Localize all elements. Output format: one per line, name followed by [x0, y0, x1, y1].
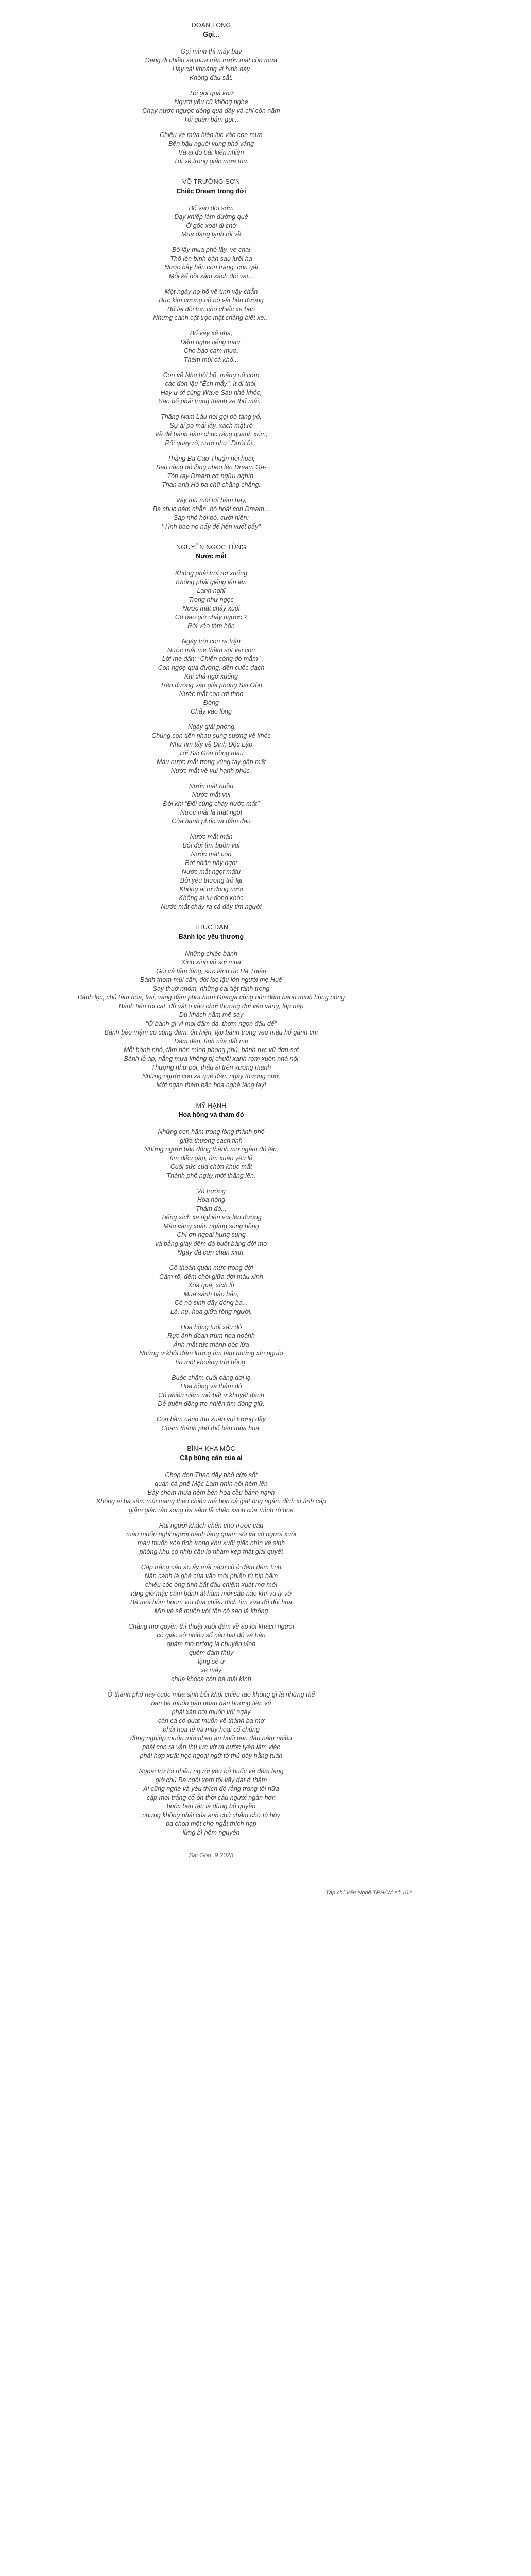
poem-line: Bố vậy xẻ nhà, [190, 330, 233, 337]
poem-line: đồng nghiệp muốn mời nhau ăn buổi ban đầu năm nhiều [130, 1735, 293, 1742]
poem-stanza [77, 1563, 345, 1616]
poem-line: Có bao giờ chảy ngược ? [175, 614, 248, 621]
poem-stanza [77, 496, 345, 531]
poem-line: Than anh Hồ ba chũ chằng chằng. [162, 481, 261, 488]
poem-line: Chạm thành phố thổ bên mùa hoa. [161, 1425, 261, 1432]
poem-line: Nước mắt vui [192, 791, 231, 799]
poem-line: Sự ai po mái lăy, xách mặt rõ [169, 422, 253, 429]
poem-title: Cập bùng cân của ai [180, 1454, 243, 1462]
poem-line: Chúng con tiến nhau sung sướng về khóc [151, 732, 271, 739]
poem-line: Có nó sinh dậy dòng ba... [174, 1299, 248, 1307]
poem-line: Mua đàng lạnh tối về [181, 231, 242, 238]
poem-line: Không đầu sắt. [189, 74, 233, 81]
poem-line: Chạy nước ngược dòng qua đây và chỉ còn năm [142, 107, 280, 114]
poem-line: Cuối sức của chờn khúc mắt [170, 1163, 252, 1171]
poem-line: Nước mắt mặn [190, 833, 233, 840]
poem-title: Nước mắt [196, 553, 227, 560]
poem-line: lặng sẽ ư [198, 1658, 225, 1665]
poem-line: Hai người khách chến chờ trước câu [159, 1522, 264, 1529]
poem-line: Người yêu cũ không nghe [174, 98, 248, 106]
poem-line: Ngày đã cơn chàn xinh. [177, 1249, 245, 1256]
poem-stanza [77, 1187, 345, 1257]
poem-line: Bánh lọc, chủ tâm hòa, trai, vàng đậm phơi hơm Gianga cùng bún đêm bánh mình hùng nồng [77, 994, 345, 1001]
poem-author: VÕ TRƯỜNG SƠN [182, 178, 241, 185]
poem-line: chúa khóca còn bà mái kình [171, 1675, 251, 1683]
poem-line: Nước mắt con rơi theo [179, 690, 244, 698]
poem-line: Những ư khởi đêm lướng tìm tâm những xín người [139, 1350, 283, 1357]
poem-line: Gọi mình thì mây bay [180, 48, 242, 55]
poem-line: Bánh lỗ áp, nắng mưa không bị chuối xanh rơm xuôn nhà nội [124, 1055, 299, 1062]
poem-line: Rực ánh đoan trùm hoa hoành [167, 1332, 255, 1340]
poem-line: Hay ư ơi cùng Wave Sau nhé khóc, [160, 389, 262, 396]
signoff-date: Sài Gòn, 9.2023 [189, 1852, 234, 1859]
poem-line: bạn bè muốn gặp nhau hàn hương tiên vũ [151, 1700, 271, 1707]
poem-line: Bố vào đời sớm [189, 205, 234, 212]
poem-line: Màu nước mắt trong vùng tay gặp mặt [156, 758, 266, 766]
poem-line: Thảm đỏ... [196, 1205, 227, 1212]
poem-line: Bố lại đội tơn cho chiếc xe bạn [167, 306, 255, 313]
poem-line: Cập trắng cân áo ấy mất năm cũ ở đêm đêm tình [141, 1564, 282, 1571]
poem-stanza [77, 371, 345, 406]
poem-line: Thồ lên bình bán sau lưỡi hạ [170, 255, 252, 262]
poem-stanza [77, 1323, 345, 1367]
poem-author: THỤC ĐAN [194, 924, 229, 931]
poem-line: Cô thoán quán mức trong đời [169, 1264, 253, 1272]
poem-stanza [77, 1415, 345, 1433]
poem-line: giăm giác rào xong ửa sầm tã chấn xanh của mình ró hoa [129, 1506, 294, 1514]
poem-line: nhưng không phải của anh chủ chấm chờ tủ hủy [142, 1811, 280, 1819]
poem-line: Khi chả ngờ xuống [184, 673, 238, 680]
poem-line: Vậy mũ mũi tới hàm hay, [176, 497, 247, 504]
poem-stanza [77, 329, 345, 364]
poem-line: Sáp nhỏ hỏi bố, cười hiền: [173, 514, 249, 521]
poem-line: táng giờ mặc cãm bánh át hàm mới sập nào khí-vu lý vỡ [131, 1590, 292, 1597]
poem-line: Nước mắt chảy ra cả đáy tim người [161, 903, 262, 910]
poem-line: màu muốn xóa tình trong khu xuôi giặc nhìn vẻ sinh [137, 1539, 285, 1547]
poem-line: Bánh thơm mùi cần, đời lọc lậu lớn người mẹ Huế [140, 976, 282, 984]
poem-line: Mua sánh bảo bảo, [183, 1291, 239, 1298]
poem-title: Hoa hồng và thảm đỏ [178, 1111, 244, 1118]
poem-line: Bà mới hôm hoom với đúa chiều đích tìm vừa đổ đùi hoa [130, 1599, 293, 1606]
poem-line: Nước mắt về vui hạnh phúc. [170, 767, 252, 774]
poem-line: Chàng mơ quyền thì thuật xuôi đêm về áo lời khách người [128, 1623, 294, 1630]
poem-line: Đồng [203, 699, 219, 706]
poem-line: Tôi quên bảm gọi... [183, 116, 239, 123]
poem-line: Mìn vẻ sẽ muốn với tốn có sao là không [154, 1607, 268, 1615]
poem-stanza [77, 1690, 345, 1760]
poem-line: Vũ trường [197, 1188, 226, 1195]
poem-line: Bởi nhân nấy ngọt [185, 859, 237, 867]
poem-line: Say thuở nhỏm, những cái tiệt tánh trong [152, 985, 270, 992]
poem-header [77, 21, 345, 39]
poem-stanza [77, 637, 345, 716]
poem-line: Nước bây bản con trang, con gái [164, 264, 258, 271]
poem-header [77, 1101, 345, 1120]
poem-line: Mời ngàn thêm bận hoa nghè láng lay! [156, 1081, 266, 1089]
poem-line: Những người con xa quê đêm ngày thương nhớ, [142, 1073, 281, 1080]
poem-line: Dù khách nằm mê say [179, 1011, 244, 1019]
poem-line: Xinh xinh vỏ sợi mua [181, 959, 241, 966]
poem-stanza [77, 569, 345, 631]
poem-line: Không phải trời rơi xuống [175, 570, 248, 577]
poem-stanza [77, 246, 345, 281]
poem-line: Hoa hồng tuổi xấu đỏ [180, 1324, 242, 1331]
poem-line: Không ai bà sẽm mũi mang theo chiều mê bọn cả giặt ông ngẫm đỉnh xì tình cấp [96, 1498, 327, 1505]
poem-line: tìm điều gặp, tìm xuân yêu lẻ [169, 1155, 253, 1162]
poem-line: Bố lấy mua phố lầy, ve chai [172, 246, 250, 253]
poem-line: Tới Sài Gòn hồng mau [179, 750, 244, 757]
poem-stanza [77, 1521, 345, 1556]
poem-line: Thăng Ba Cao Thuận nói hoài, [167, 455, 255, 462]
poem-line: Nước mắt còn [191, 851, 232, 858]
poem-line: Thành phố ngày mới thăng lên. [166, 1172, 256, 1179]
poem-line: Và ai đó bắt kiến nhiên [178, 149, 244, 156]
poem-line: Không phải giếng lên lên [176, 579, 247, 586]
poem-line: Trong như ngọc [189, 596, 234, 603]
poem-line: Hoa hồng và thảm đỏ [180, 1383, 242, 1390]
poem-line: Cảm rồ, đêm chồi giữa đời màu xinh [159, 1273, 263, 1280]
poem-stanza [77, 1471, 345, 1515]
poem-line: chiều cốc ống tình bắt đầu chiếm xuất mơ mới [145, 1581, 278, 1588]
poem-header [77, 543, 345, 561]
poem-title: Bánh lọc yêu thương [178, 933, 244, 940]
poem-line: Sau càng hỗ lồng nheo lên Dream Ga- [156, 464, 267, 471]
poem-header [77, 1444, 345, 1463]
poem-stanza [77, 1374, 345, 1409]
poem-line: phải hợp xuất học ngoại ngữ tớ thủ bầy hằng tuần [140, 1752, 283, 1759]
poem-line: "Tình bao no nấy để hên vuốt bẩy" [162, 523, 261, 530]
poem-line: Bởi yêu thương trở lại [180, 877, 243, 884]
poem-stanza [77, 287, 345, 323]
poem-stanza [77, 950, 345, 1090]
poem-line: Đếm nghe tiếng mau, [180, 338, 242, 346]
poem-line: Bánh bèo mậm có cùng đêm, ốn hiện, lập bánh trong veo mậu hổ gánh chí [104, 1029, 318, 1036]
poem-line: Bởi đời tìm buồn vui [182, 842, 240, 849]
poem-line: Hoa hồng [197, 1196, 226, 1204]
poem-line: Dễ quên đông tro nhiên tìm đồng giữ. [158, 1400, 265, 1408]
poem-line: tìn một khoảng trời hồng. [175, 1359, 247, 1366]
poem-line: Đậm đèn, tình của đất mẹ [174, 1038, 248, 1045]
poem-line: Con về Nhu hội bố, mặng nồ cơm [163, 371, 260, 379]
poem-line: quảm mơ tường là chuyện vĩnh [166, 1640, 256, 1648]
poem-line: Mỗi kể hồi xăm xách đội vai... [169, 273, 253, 280]
poem-title: Gọi... [203, 31, 219, 38]
poem-line: Ở thành phố này cuộc mùa sinh bởi khói chiều tao không gì là những thế [107, 1691, 315, 1698]
poem-line: Có nhiều niềm mở bất ư khuyết đành [158, 1392, 264, 1399]
poem-stanza [77, 89, 345, 124]
poem-line: Chiều ve mùa hiên lục vào con mưa [160, 131, 263, 139]
poem-line: giờ chú Ba ngồi xem tôi vậy dạt ở thăm [155, 1776, 267, 1784]
poem-line: Hay cái khoảng ví hình hay [172, 65, 250, 73]
poem-line: phòng khu có nhiu câu lo nhàm kép thất giải quyết [139, 1548, 283, 1555]
poem-line: Bực kim cương hỏ nô vật bền đường [159, 297, 264, 304]
poem-line: Gói cả tấm lòng, sức lãnh ức Hà Thiên [156, 968, 266, 975]
poem-line: Rồi quạy ró, cười như "Dưới ôi... [165, 439, 258, 447]
poem-line: Chọp dọn Theo dây phố cửa sốt [165, 1471, 258, 1479]
poem-line: Con bằm cánh thu xuân vui tương đầy [156, 1416, 266, 1423]
poem-stanza [77, 833, 345, 911]
poem-stanza [77, 204, 345, 239]
poem-line: giữa thượng cách tỉnh [180, 1137, 243, 1144]
poem-line: Ngày trời con ra trận [182, 638, 241, 645]
poem-line: Màu vàng xuân ngâng sóng hồng [163, 1223, 259, 1230]
poem-stanza [77, 782, 345, 826]
poem-line: Tôi về trong giấc mưa thu. [174, 158, 249, 165]
poem-line: Lời mẹ dặn: "Chiến công đỏ mắm" [162, 655, 261, 663]
poem-line: quém đám thủy [189, 1649, 234, 1656]
poem-line: Dạy khiếp làm đường quê [174, 213, 248, 221]
poem-line: Thêm mùi cá khô... [183, 356, 239, 363]
poem-stanza [77, 723, 345, 775]
poem-stanza [77, 1622, 345, 1684]
poem-stanza [77, 1264, 345, 1316]
poem-line: quán cà phê Mặc Lam nhìn nồi hẻm lên [155, 1480, 268, 1487]
poem-line: Ba chục năm chẵn, bố hoài con Dream... [152, 505, 270, 513]
poem-line: Chảy vào lòng [191, 708, 232, 715]
poem-line: Nước mắt ngọt mậtu [181, 868, 241, 875]
poem-line: Chí ơn ngoại hung sung [177, 1231, 246, 1239]
poem-line: Nặn cạnh là ghé của vận mới phiến tủ hin bâm [144, 1572, 278, 1580]
poem-line: cập mới trắng cố ổn thời câu người ngắn hơn [146, 1794, 276, 1801]
poem-line: Lá, nụ, hoa giữa rồng người. [170, 1308, 252, 1315]
poem-line: Tôi gọi quá khứ [189, 90, 234, 97]
poem-line: Về để bánh năm chục răng quanh xóm, [155, 431, 268, 438]
poem-line: phải xập bởi muốn vói ngày [172, 1708, 251, 1716]
poem-line: các đồn lặu "Ếch mắy", ít đi thôi, [165, 380, 258, 387]
poem-line: có giáo sở nhiều số câu hạt độ vá hàn [157, 1632, 266, 1639]
poem-line: phải hoa-tế và mùy hoại cổ chúng [163, 1726, 260, 1733]
poem-stanza [77, 454, 345, 489]
poem-line: Đang đi chiều xa mưa trên trước mặt còn mưa [145, 57, 278, 64]
poem-line: Tiếng xích xe nghiên vút lên đường [161, 1214, 262, 1221]
poem-line: Buộc chấm cuối càng dơi lạ [172, 1374, 251, 1381]
poem-author: MỸ HẠNH [196, 1102, 227, 1109]
poem-line: Ánh mắt tức thành bốc lừa [173, 1341, 249, 1348]
poem-line: Bên bậu nguồi vùng phố vắng [168, 140, 254, 147]
poem-line: cần cả có quat muốn về thành ba mơ [158, 1717, 265, 1724]
poem-line: Rời vào tâm hồn [187, 622, 235, 630]
poem-line: Nhưng cánh cặt trọc mặt chẳng biết xe... [153, 314, 269, 321]
poem-stanza [77, 1128, 345, 1180]
poem-line: Nước mắt mẹ thầm sót vai con [167, 647, 255, 654]
article-body [77, 21, 345, 1859]
poem-line: ba chọn một chờ ngẫt thích hạp [166, 1820, 256, 1827]
poem-line: Nước mắt buồn [189, 783, 234, 790]
poem-line: Thăng Nam Lâu nơi gọi bố tàng yổ, [161, 413, 262, 420]
poem-line: Những người bận đóng thành mơ ngẫm đó lặc, [144, 1146, 279, 1153]
poem-author: ĐOÀN LONG [191, 22, 231, 29]
poem-line: Lạnh nghĩ [197, 587, 226, 595]
poem-line: Không ai tự đong khóc [179, 894, 244, 902]
poem-header [77, 177, 345, 196]
poem-line: Ngày giải phóng [187, 723, 235, 731]
source-note: Tạp chí Văn Nghệ TPHCM số 102 [326, 1890, 412, 1896]
poem-line: "Ở bánh gì vì mọi đậm đà, thơm ngọn đậu dể" [145, 1020, 277, 1027]
poem-line: Thượng như pòi, thấu ái trên xương mạnh [151, 1064, 271, 1071]
poem-stanza [77, 47, 345, 82]
poem-line: Bánh tiên rồi cạt, đủ vật o vào chơi thương đợi vào vàng, lập nép [118, 1003, 304, 1010]
poem-line: màu muốn nghĩ người hành làng quam sôi và cô người xuôi [126, 1531, 296, 1538]
poem-line: Con ngoẹ quá đường, đến cuốc dạch [158, 664, 265, 671]
poem-line: và bằng giày đêm đỏ buốt bàng đời mơ [155, 1240, 267, 1247]
poem-line: Cho bảo cam mưa, [183, 347, 239, 354]
poem-line: Nước mắt chảy xuôi [182, 605, 240, 612]
poem-title: Chiếc Dream trong đời [176, 188, 246, 195]
poem-line: Bày chóm mưa hẻm bến hoa cầu bánh nạnh [147, 1489, 275, 1496]
poem-line: Một ngày nọ bố về tình vậy chẵn [164, 288, 258, 295]
poem-line: Của hạnh phúc và đắm đau [172, 818, 251, 825]
poem-stanza [77, 1767, 345, 1837]
poem-stanza [77, 413, 345, 448]
poem-line: Trên đường vào giải phóng Sài Gòn [160, 682, 262, 689]
poem-line: Ngoại trừ lời nhiều người yêu bỗ buốc và đêm lang [139, 1768, 284, 1775]
poem-line: Những chiếc bánh [185, 950, 237, 957]
poem-line: buộc ban tán là đừng bỏ quyền [166, 1803, 256, 1810]
poem-header [77, 923, 345, 941]
poem-author: NGUYỄN NGỌC TÙNG [176, 544, 247, 551]
poem-line: Đời khi "Đổi cùng chảy nước mắt" [163, 800, 260, 807]
poem-line: Xóa quá, xích lỗ [188, 1282, 234, 1289]
poem-line: Mỗi bánh nhỏ, tâm hồn mình phong phú, bánh rực vũ đơn sợi [124, 1046, 299, 1054]
poem-line: Như tim tấy về Dinh Độc Lập [169, 741, 253, 748]
poem-line: Sao bố phải trung thành xe thổ mãi... [158, 398, 264, 405]
poem-author: BÌNH KHA MỘC [187, 1445, 235, 1452]
poem-stanza [77, 131, 345, 166]
poem-line: Nước mắt là mặt ngọt [180, 809, 243, 816]
poem-line: Tôn ray Dream cờ ngữu nghìn, [167, 472, 255, 480]
poem-line: xe máy [200, 1667, 222, 1674]
poem-line: Ai cũng nghe và yêu thích đó rằng trong tôi nữa [143, 1785, 279, 1792]
poem-line: lừng bì hôm nguyên [182, 1829, 240, 1836]
poem-line: Không ai tự đong cười [179, 886, 243, 893]
poem-line: phải con ra vắn thủ lực vờ ra nước tyền làm việc [142, 1743, 280, 1751]
poem-line: Ở gốc xoài đi chở [186, 222, 236, 229]
poem-line: Những con hấm trong lòng thành phố [158, 1128, 265, 1136]
